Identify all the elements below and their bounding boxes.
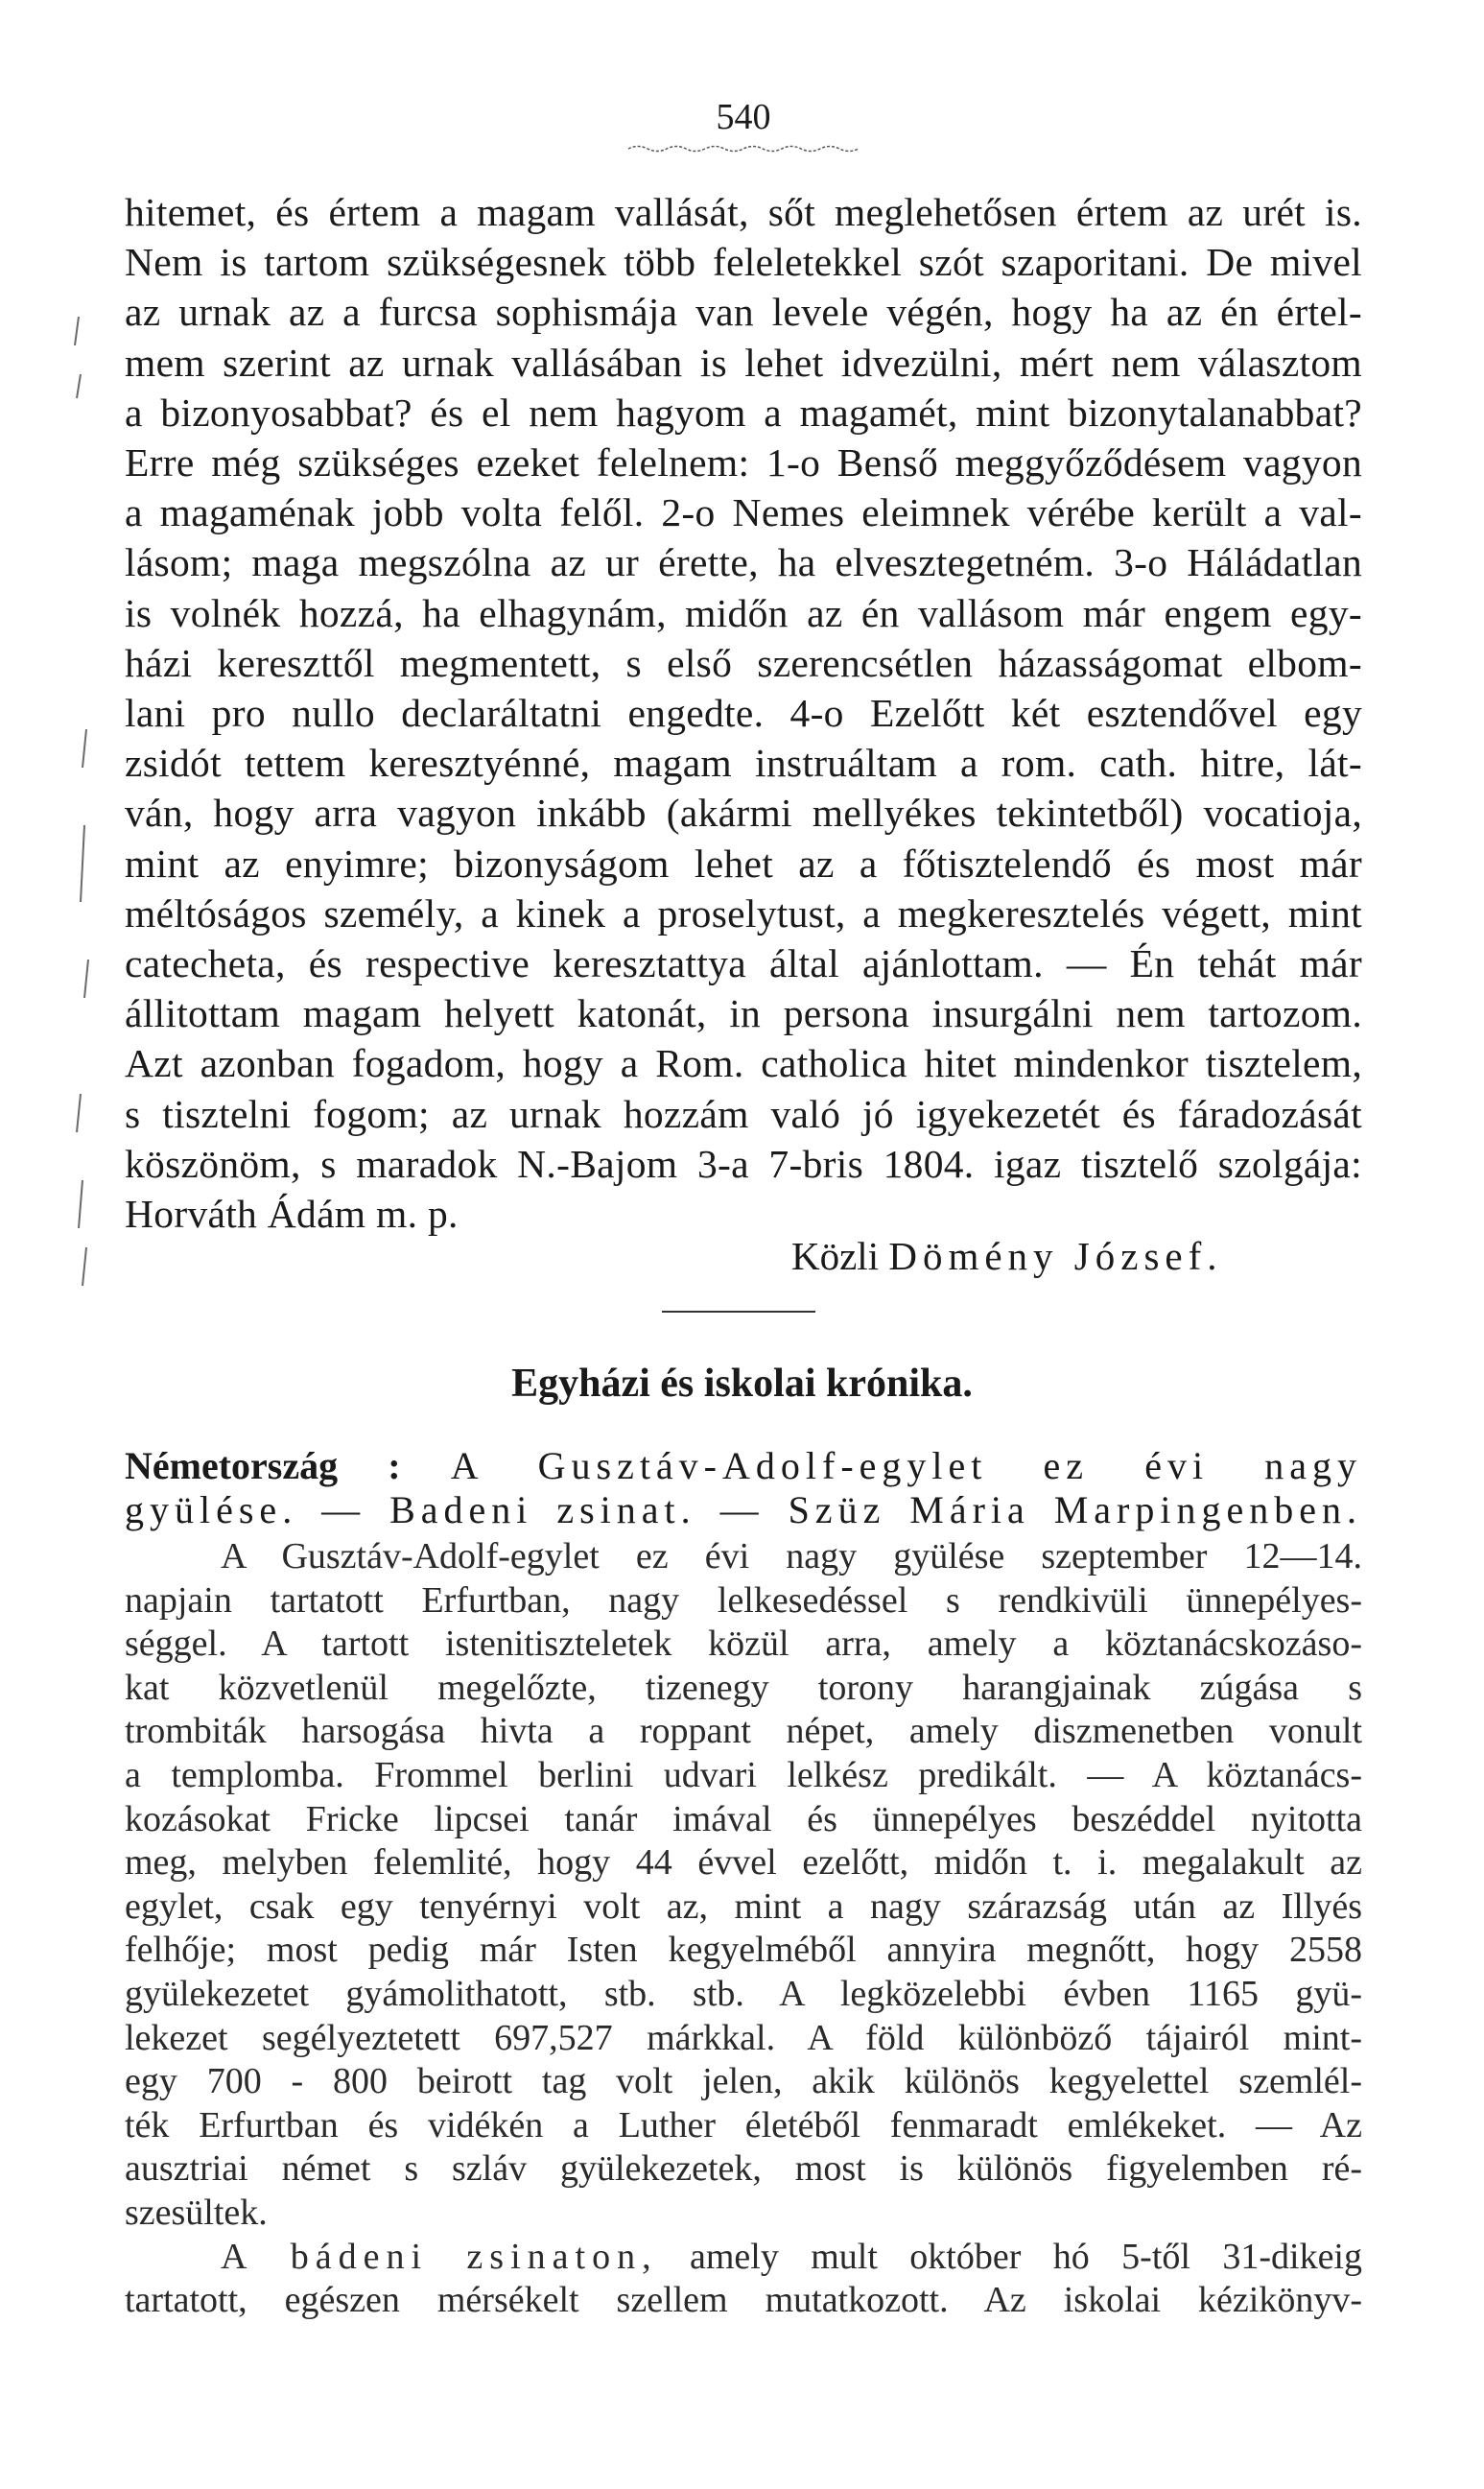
chronicle-line: A Gusztáv-Adolf-egylet ez évi nagy gyülése szeptember 12—14. — [221, 1536, 1362, 1576]
headline-line: gyülése. — Badeni zsinat. — Szüz Mária Marpingenben. — [125, 1488, 1362, 1531]
letter-line: Horváth Ádám m. p. — [125, 1192, 459, 1237]
letter-line: köszönöm, s maradok N.-Bajom 3-a 7-bris 1804. igaz tisztelő szolgája: — [125, 1141, 1362, 1186]
section-title: Egyházi és iskolai krónika. — [511, 1362, 973, 1406]
page-number-ornament — [624, 144, 863, 154]
letter-line: az urnak az a furcsa sophismája van levele végén, hogy ha az én értel- — [125, 290, 1362, 335]
letter-line: a bizonyosabbat? és el nem hagyom a magamét, mint bizonytalanabbat? — [125, 390, 1362, 435]
letter-text — [125, 187, 1362, 1239]
chronicle-line: szesültek. — [125, 2192, 268, 2233]
letter-line: házi kereszttől megmentett, s első szerencsétlen házasságomat elbom- — [125, 640, 1362, 685]
chronicle-text — [125, 1535, 1362, 2323]
chronicle-line: trombiták harsogása hivta a roppant népet, amely diszmenetben vonult — [125, 1711, 1362, 1752]
chronicle-line: meg, melyben felemlité, hogy 44 évvel ezelőtt, midőn t. i. megalakult az — [125, 1842, 1362, 1884]
letter-line: méltóságos személy, a kinek a proselytust, a megkeresztelés végett, mint — [125, 890, 1362, 936]
chronicle-headline — [125, 1444, 1362, 1532]
chronicle-line: ausztriai német s szláv gyülekezetek, most is különös figyelemben ré- — [125, 2148, 1362, 2190]
letter-line: mint az enyimre; bizonyságom lehet az a főtisztelendő és most már — [125, 841, 1362, 886]
letter-line: is volnék hozzá, ha elhagynám, midőn az én vallásom már engem egy- — [125, 590, 1362, 635]
chronicle-line: tartatott, egészen mérsékelt szellem mutatkozott. Az iskolai kézikönyv- — [125, 2280, 1362, 2321]
headline-topic: A Gusztáv-Adolf-egylet ez évi nagy — [450, 1444, 1362, 1487]
chronicle-line: napjain tartatott Erfurtban, nagy lelkesedéssel s rendkivüli ünnepélyes- — [125, 1579, 1362, 1621]
letter-line: hitemet, és értem a magam vallását, sőt meglehetősen értem az urét is. — [125, 190, 1362, 234]
letter-line: Nem is tartom szükségesnek több feleletekkel szót szaporitani. De mivel — [125, 240, 1362, 285]
chronicle-line: egylet, csak egy tenyérnyi volt az, mint a nagy szárazság után az Illyés — [125, 1885, 1362, 1927]
letter-line: a magaménak jobb volta felől. 2-o Nemes eleimnek vérébe került a val- — [125, 490, 1362, 535]
headline-country: Németország : — [125, 1444, 401, 1487]
letter-line: lásom; maga megszólna az ur érette, ha elvesztegetném. 3-o Háládatlan — [125, 540, 1362, 585]
margin-pencil-marks — [58, 288, 96, 1295]
letter-line: catecheta, és respective keresztattya által ajánlottam. — Én tehát már — [125, 941, 1362, 986]
chronicle-line: ték Erfurtban és vidékén a Luther életéből fenmaradt emlékeket. — Az — [125, 2104, 1362, 2145]
synod-rest: amely mult október hó 5-től 31-dikeig — [689, 2236, 1362, 2277]
letter-line: lani pro nullo declaráltatni engedte. 4-o Ezelőtt két esztendővel egy — [125, 691, 1362, 736]
chronicle-line: lekezet segélyeztetett 697,527 márkkal. A föld különböző tájairól mint- — [125, 2017, 1362, 2058]
chronicle-line: kat közvetlenül megelőzte, tizenegy torony harangjainak zúgása s — [125, 1667, 1362, 1708]
letter-line: ván, hogy arra vagyon inkább (akármi mellyékes tekintetből) vocatioja, — [125, 791, 1362, 836]
chronicle-line: gyülekezetet gyámolithatott, stb. stb. A legközelebbi évben 1165 gyü- — [125, 1973, 1362, 2014]
letter-line: mem szerint az urnak vallásában is lehet idvezülni, mért nem választom — [125, 340, 1362, 385]
letter-line: zsidót tettem keresztyénné, magam instruáltam a rom. cath. hitre, lát- — [125, 741, 1362, 786]
letter-signoff — [791, 1233, 1223, 1279]
chronicle-line — [125, 2236, 1362, 2280]
letter-line: Erre még szükséges ezeket felelnem: 1-o Benső meggyőződésem vagyon — [125, 440, 1362, 486]
chronicle-line: a templomba. Frommel berlini udvari lelkész predikált. — A köztanács- — [125, 1754, 1362, 1795]
letter-line: állitottam magam helyett katonát, in persona insurgálni nem tartozom. — [125, 991, 1362, 1036]
chronicle-line: kozásokat Fricke lipcsei tanár imával és ünnepélyes beszéddel nyitotta — [125, 1798, 1362, 1839]
section-divider — [662, 1311, 815, 1313]
chronicle-line: felhője; most pedig már Isten kegyelméből annyira megnőtt, hogy 2558 — [125, 1930, 1362, 1971]
page-number: 540 — [716, 97, 771, 137]
signoff-prefix: Közli — [791, 1234, 880, 1278]
signoff-name: Dömény József. — [888, 1234, 1223, 1278]
letter-line: s tisztelni fogom; az urnak hozzám való jó igyekezetét és fáradozását — [125, 1091, 1362, 1136]
headline-line — [125, 1444, 1362, 1488]
chronicle-line: egy 700 - 800 beirott tag volt jelen, akik különös kegyelettel szemlél- — [125, 2061, 1362, 2102]
synod-emphasis: A bádeni zsinaton, — [221, 2236, 658, 2277]
letter-line: Azt azonban fogadom, hogy a Rom. catholica hitet mindenkor tisztelem, — [125, 1041, 1362, 1086]
chronicle-line: séggel. A tartott istenitiszteletek közül arra, amely a köztanácskozáso- — [125, 1624, 1362, 1665]
